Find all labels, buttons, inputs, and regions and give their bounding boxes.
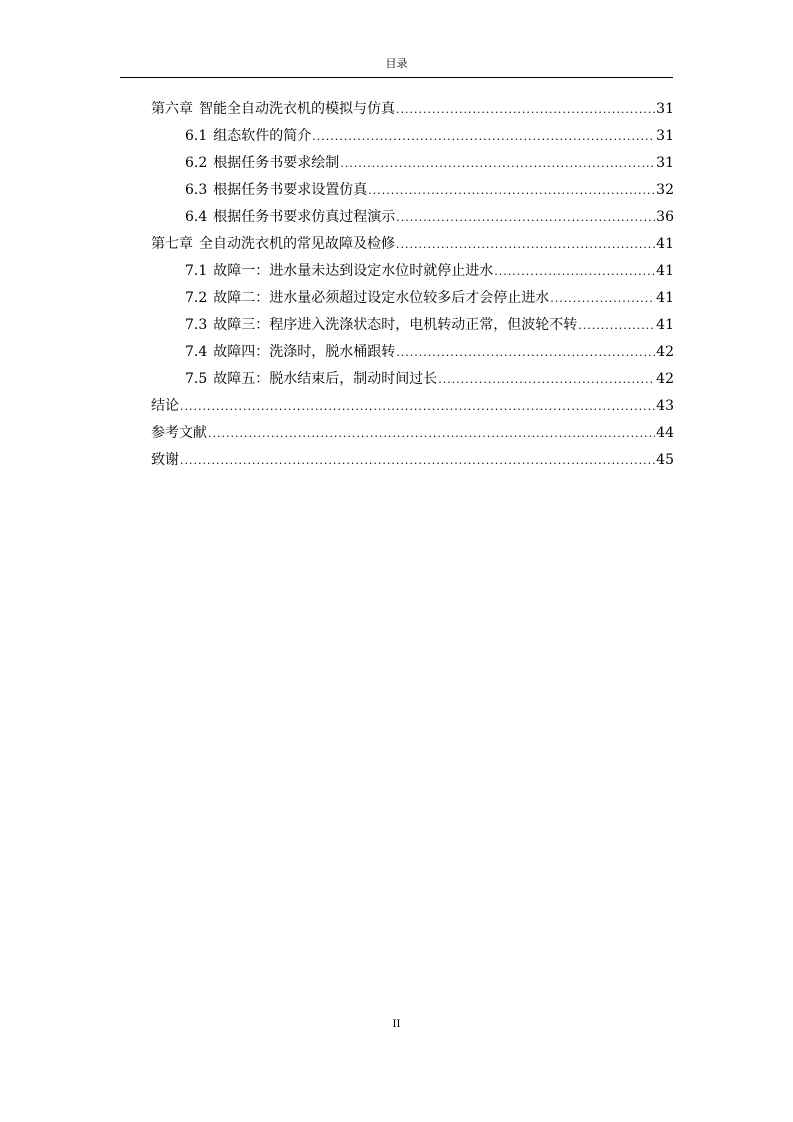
toc-entry[interactable]	[151, 420, 674, 447]
toc-entry-title: 组态软件的简介	[213, 128, 312, 144]
toc-entry-title: 参考文献	[151, 425, 207, 441]
toc-entry-number: 7.3	[185, 317, 208, 333]
toc-dot-leader	[396, 204, 655, 231]
toc-dot-leader	[396, 96, 655, 123]
toc-entry[interactable]	[151, 339, 674, 366]
toc-entry-page: 41	[656, 236, 674, 252]
toc-entry-number: 第六章	[151, 101, 193, 117]
toc-entry-title: 故障三：程序进入洗涤状态时，电机转动正常，但波轮不转	[213, 317, 578, 333]
header-rule	[120, 77, 673, 78]
toc-entry[interactable]	[151, 123, 674, 150]
toc-dot-leader	[368, 177, 655, 204]
toc-entry-page: 41	[656, 290, 674, 306]
toc-entry-number: 7.1	[185, 263, 208, 279]
toc-dot-leader	[312, 123, 655, 150]
toc-entry-number: 6.4	[185, 209, 208, 225]
toc-dot-leader	[180, 447, 655, 474]
toc-entry[interactable]	[151, 285, 674, 312]
toc-entry[interactable]	[151, 177, 674, 204]
toc-entry[interactable]	[151, 204, 674, 231]
toc-entry[interactable]	[151, 366, 674, 393]
toc-entry-page: 41	[656, 263, 674, 279]
toc-entry[interactable]	[151, 447, 674, 474]
toc-entry-page: 36	[656, 209, 674, 225]
toc-entry-page: 31	[656, 101, 674, 117]
toc-entry-page: 42	[656, 344, 674, 360]
toc-entry-title: 致谢	[151, 452, 179, 468]
toc-entry-title: 根据任务书要求设置仿真	[213, 182, 368, 198]
toc-entry-number: 7.5	[185, 371, 208, 387]
toc-entry-page: 31	[656, 128, 674, 144]
toc-entry-title: 结论	[151, 398, 179, 414]
toc-entry-title: 故障二：进水量必须超过设定水位较多后才会停止进水	[213, 290, 550, 306]
toc-entry-number: 7.4	[185, 344, 208, 360]
toc-entry[interactable]	[151, 150, 674, 177]
toc-entry-number: 7.2	[185, 290, 208, 306]
page-header-title: 目录	[385, 57, 408, 70]
toc-entry-page: 32	[656, 182, 674, 198]
toc-entry-page: 45	[656, 452, 674, 468]
toc-dot-leader	[340, 150, 655, 177]
toc-entry-title: 根据任务书要求仿真过程演示	[213, 209, 396, 225]
toc-entry-page: 43	[656, 398, 674, 414]
toc-entry[interactable]	[151, 231, 674, 258]
toc-entry[interactable]	[151, 312, 674, 339]
toc-entry-number: 6.3	[185, 182, 208, 198]
toc-entry-page: 44	[656, 425, 674, 441]
toc-dot-leader	[180, 393, 655, 420]
toc-dot-leader	[208, 420, 655, 447]
toc-entry-page: 31	[656, 155, 674, 171]
toc-entry[interactable]	[151, 393, 674, 420]
toc-entry-title: 根据任务书要求绘制	[213, 155, 340, 171]
toc-entry[interactable]	[151, 258, 674, 285]
toc-entry-title: 智能全自动洗衣机的模拟与仿真	[199, 101, 395, 117]
toc-dot-leader	[396, 339, 655, 366]
toc-entry-number: 6.1	[185, 128, 208, 144]
toc-entry-page: 41	[656, 317, 674, 333]
toc-entry-number: 6.2	[185, 155, 208, 171]
toc-entry[interactable]	[151, 96, 674, 123]
table-of-contents	[151, 96, 674, 474]
toc-entry-title: 故障四：洗涤时，脱水桶跟转	[213, 344, 396, 360]
page-number: II	[392, 1019, 401, 1030]
toc-dot-leader	[438, 366, 655, 393]
toc-dot-leader	[494, 258, 655, 285]
toc-dot-leader	[578, 312, 655, 339]
toc-entry-number: 第七章	[151, 236, 193, 252]
toc-entry-page: 42	[656, 371, 674, 387]
toc-entry-title: 故障五：脱水结束后，制动时间过长	[213, 371, 438, 387]
toc-dot-leader	[550, 285, 655, 312]
toc-entry-title: 故障一：进水量未达到设定水位时就停止进水	[213, 263, 494, 279]
toc-entry-title: 全自动洗衣机的常见故障及检修	[199, 236, 395, 252]
toc-dot-leader	[396, 231, 655, 258]
